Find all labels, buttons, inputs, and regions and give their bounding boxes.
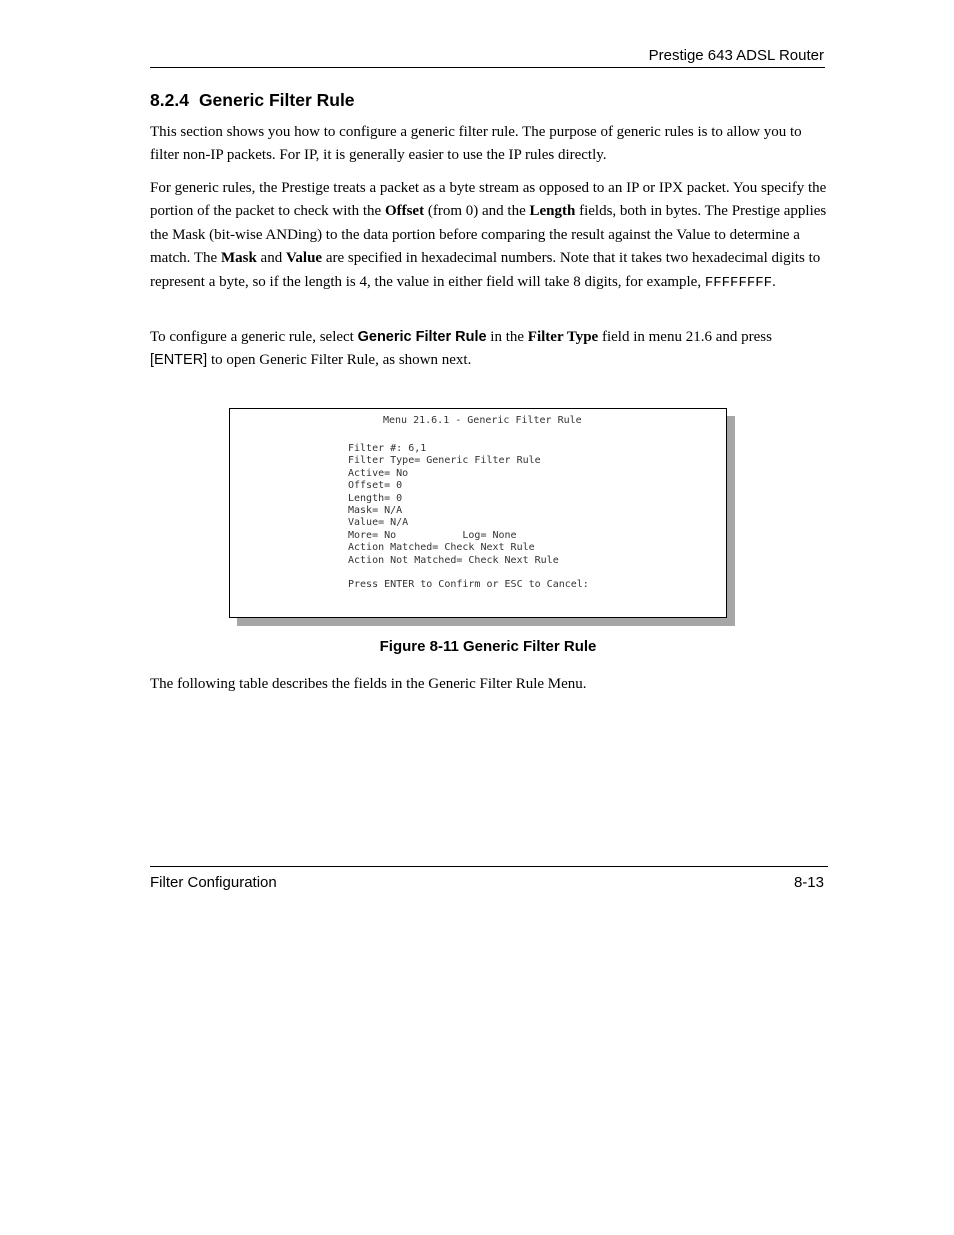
enter-key-term: [ENTER] [150,352,208,369]
terminal-field-line: Filter #: 6,1 [348,443,427,454]
terminal-field-line: Active= No [348,467,409,479]
generic-filter-rule-term: Generic Filter Rule [357,329,487,345]
terminal-menu-title: Menu 21.6.1 - Generic Filter Rule [383,415,582,426]
terminal-field-line: Value= N/A [348,517,409,529]
text-span: fields, both in bytes. The Prestige applies the Mask (bit-wise ANDing) to the data portion before comparing the result against the Value to determine a match. The [150,203,827,267]
terminal-field-line: Offset= 0 [348,480,403,492]
text-span: To configure a generic rule, select [150,329,358,345]
text-span: to open Generic Filter Rule, as shown next. [207,352,472,369]
text-span: are specified in hexadecimal numbers. Note that it takes two hexadecimal digits to represent a byte, so if the length is 4, the value in either field will take 8 digits, for example, [150,250,821,290]
offset-term: Offset [384,203,425,220]
filter-type-term: Filter Type [527,329,599,345]
footer-divider [150,866,828,867]
terminal-field-line: Length= 0 [348,492,403,504]
value-term: Value [285,250,323,267]
mask-term: Mask [220,250,257,267]
text-span: (from 0) and the [424,203,530,220]
running-header: Prestige 643 ADSL Router [648,47,824,64]
table-intro-paragraph: The following table describes the fields in the Generic Filter Rule Menu. [150,676,587,692]
generic-rules-paragraph [150,177,830,295]
page-number: 8-13 [793,874,824,891]
configure-paragraph [150,326,830,373]
terminal-screen [229,408,727,618]
section-heading [150,89,355,111]
terminal-field-line: Action Matched= Check Next Rule [348,542,535,554]
text-span: . [772,273,776,290]
terminal-field-line: Filter Type= Generic Filter Rule [348,455,541,467]
text-span: and [256,250,286,267]
footer-chapter: Filter Configuration [150,874,277,891]
terminal-field-line: More= No Log= None [348,529,517,541]
hex-example: FFFFFFFF [704,274,773,291]
terminal-field-line: Action Not Matched= Check Next Rule [348,554,559,566]
section-number: 8.2.4 [150,90,189,110]
text-span: in the [486,329,528,345]
terminal-prompt: Press ENTER to Confirm or ESC to Cancel: [348,579,589,590]
section-title: Generic Filter Rule [198,90,355,110]
figure-caption: Figure 8-11 Generic Filter Rule [379,638,597,655]
text-span: For generic rules, the Prestige treats a packet as a byte stream as opposed to an IP or IPX packet. You specify the portion of the packet to check with the [150,180,827,220]
length-term: Length [529,203,576,220]
text-span: field in menu 21.6 and press [598,329,772,345]
intro-paragraph: This section shows you how to configure a generic filter rule. The purpose of generic rules is to allow you to filter non-IP packets. For IP, it is generally easier to use the IP rules directly. [150,124,802,164]
terminal-fields [348,443,559,567]
terminal-field-line: Mask= N/A [348,505,403,517]
header-divider [150,67,825,68]
